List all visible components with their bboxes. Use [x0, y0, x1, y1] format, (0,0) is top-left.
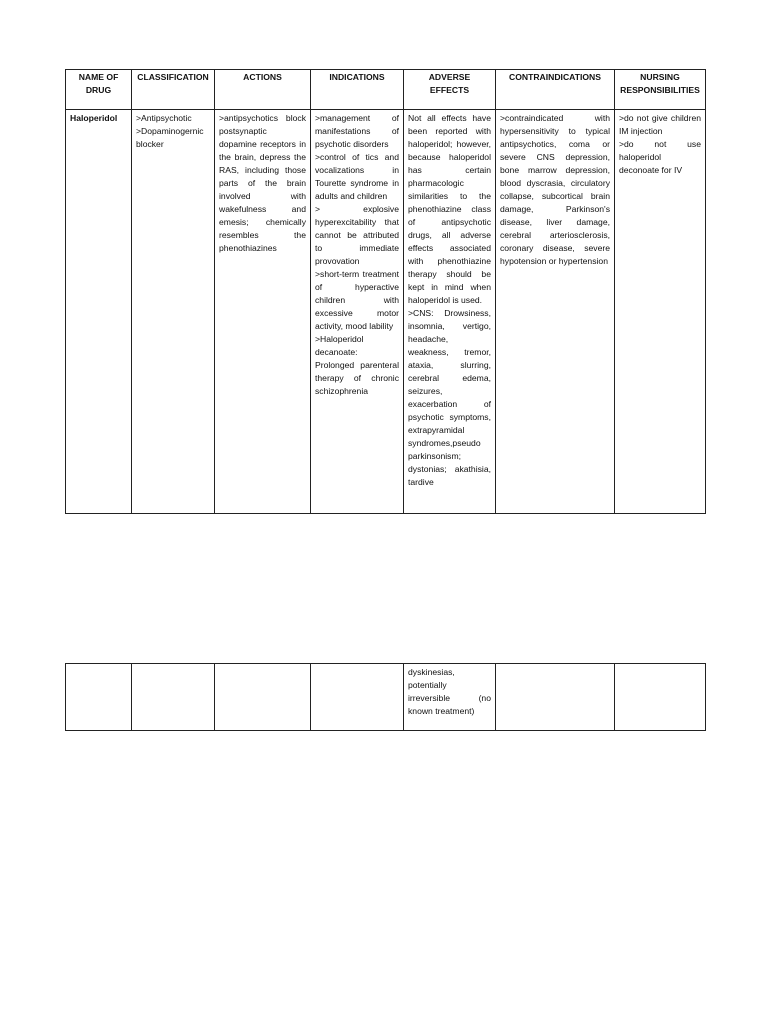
- cell-empty: [311, 664, 404, 731]
- table-row: [66, 664, 706, 731]
- table-row: [66, 110, 706, 514]
- adverse-effect-item: Not all effects have been reported with haloperidol; however, because haloperidol has certain pharmacologic similarities to the phenothiazine class of antipsychotic drugs, all adverse effects associated with phenothiazine therapy should be kept in mind when haloperidol is used.: [408, 113, 491, 305]
- indication-item: >Haloperidol decanoate: Prolonged parenteral therapy of chronic schizophrenia: [315, 334, 399, 396]
- nursing-item: >do not give children IM injection: [619, 113, 701, 136]
- header-nursing: NURSING RESPONSIBILITIES: [615, 70, 706, 110]
- header-name: NAME OF DRUG: [66, 70, 132, 110]
- classification-item: >Dopaminogernic blocker: [136, 126, 204, 149]
- indication-item: >control of tics and vocalizations in Tourette syndrome in adults and children: [315, 152, 399, 201]
- cell-empty: [66, 664, 132, 731]
- cell-nursing: [615, 110, 706, 514]
- indication-item: > explosive hyperexcitability that cannot be attributed to immediate provovation: [315, 204, 399, 266]
- cell-actions: >antipsychotics block postsynaptic dopamine receptors in the brain, depress the RAS, including those parts of the brain involved with wakefulness and emesis; chemically resembles the phenothiazines: [215, 110, 311, 514]
- cell-classification: [132, 110, 215, 514]
- header-indications: INDICATIONS: [311, 70, 404, 110]
- cell-empty: [615, 664, 706, 731]
- adverse-effect-item: >CNS: Drowsiness, insomnia, vertigo, headache, weakness, tremor, ataxia, slurring, cerebral edema, seizures, exacerbation of psychotic symptoms, extrapyramidal syndromes,pseudo parkinsonism; dystonias; akathisia, tardive: [408, 308, 491, 487]
- header-actions: ACTIONS: [215, 70, 311, 110]
- cell-drug-name: Haloperidol: [66, 110, 132, 514]
- cell-empty: [132, 664, 215, 731]
- header-row: [66, 70, 706, 110]
- continuation-table: [65, 663, 706, 731]
- cell-indications: [311, 110, 404, 514]
- cell-empty: [215, 664, 311, 731]
- cell-adverse-effects: [404, 110, 496, 514]
- indication-item: >management of manifestations of psychotic disorders: [315, 113, 399, 149]
- cell-empty: [496, 664, 615, 731]
- classification-item: >Antipsychotic: [136, 113, 192, 123]
- header-adverse-effects: ADVERSE EFFECTS: [404, 70, 496, 110]
- nursing-item: >do not use haloperidol deconoate for IV: [619, 139, 701, 175]
- header-contraindications: CONTRAINDICATIONS: [496, 70, 615, 110]
- header-classification: CLASSIFICATION: [132, 70, 215, 110]
- indication-item: >short-term treatment of hyperactive children with excessive motor activity, mood lability: [315, 269, 399, 331]
- drug-table: [65, 69, 706, 514]
- cell-adverse-effects-continued: dyskinesias, potentially irreversible (no known treatment): [404, 664, 496, 731]
- cell-contraindications: >contraindicated with hypersensitivity to typical antipsychotics, coma or severe CNS depression, bone marrow depression, blood dyscrasia, circulatory collapse, subcortical brain damage, Parkinson's disease, liver damage, cerebral arteriosclerosis, coronary disease, severe hypotension or hypertension: [496, 110, 615, 514]
